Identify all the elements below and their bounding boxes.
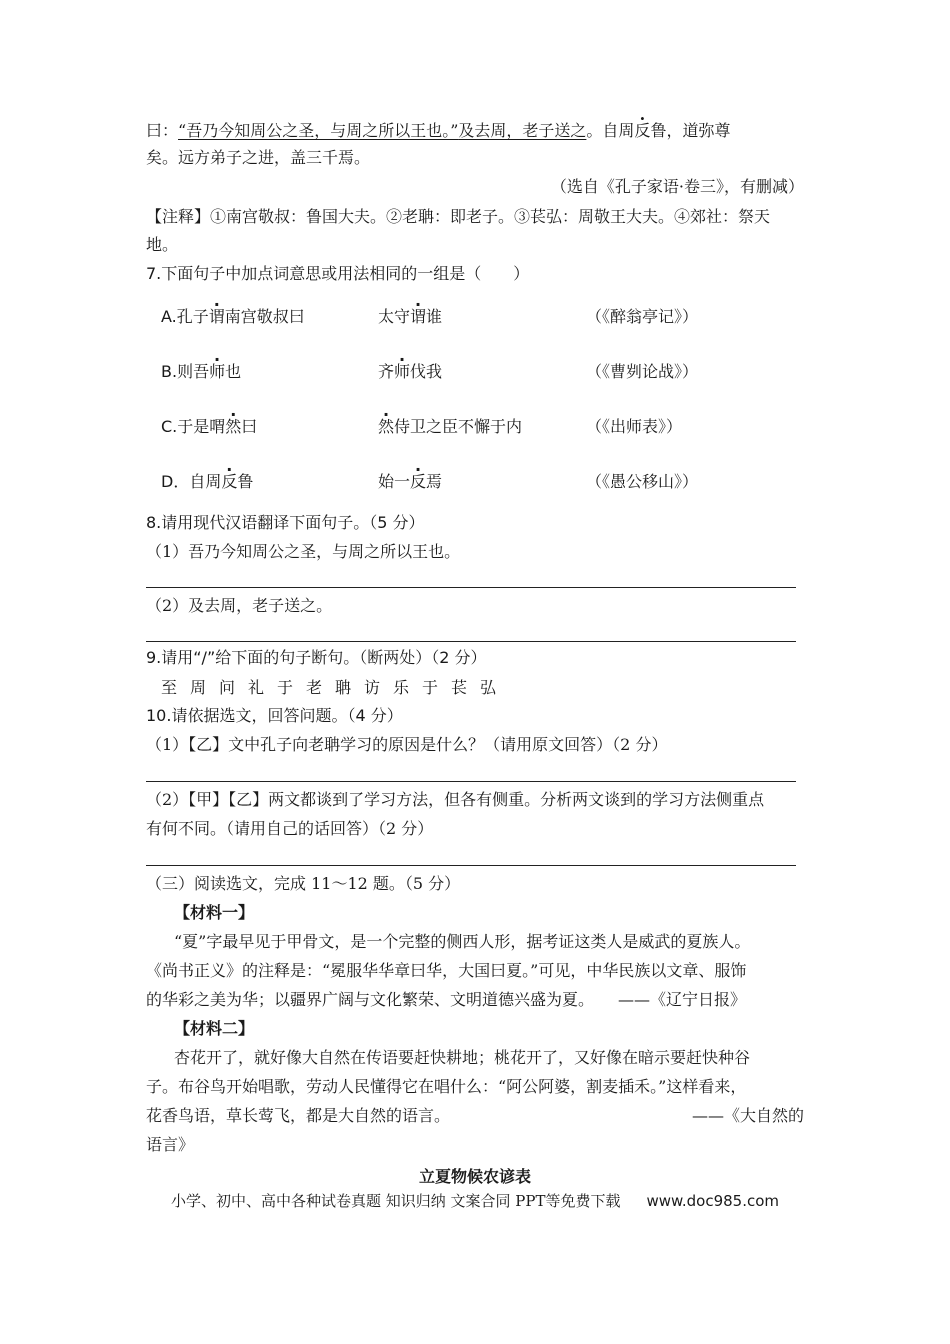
answer-line <box>146 865 796 866</box>
page-footer <box>0 1191 950 1211</box>
q7-option-a-source: （《醉翁亭记》） <box>586 307 699 326</box>
material-2-title: 【材料二】 <box>174 1019 255 1038</box>
footer-text: 小学、初中、高中各种试卷真题 知识归纳 文案合同 PPT等免费下载 <box>170 1192 621 1210</box>
material-1-line-1: “夏”字最早见于甲骨文，是一个完整的侧西人形，据考证这类人是威武的夏族人。 <box>174 932 751 951</box>
material-2-line-1: 杏花开了，就好像大自然在传语要赶快耕地；桃花开了，又好像在暗示要赶快种谷 <box>174 1048 751 1067</box>
material-1-title: 【材料一】 <box>174 903 255 922</box>
q7-option-c-right: 然侍卫之臣不懈于内 <box>378 417 523 436</box>
passage-source: （选自《孔子家语·卷三》，有删减） <box>550 177 804 196</box>
q7-option-b-right: 齐师伐我 <box>378 362 443 381</box>
passage-line-1: 曰：“吾乃今知周公之圣，与周之所以王也。”及去周，老子送之。自周反鲁，道弥尊 <box>146 121 731 140</box>
q10-sub-2-line-1: （2）【甲】【乙】两文都谈到了学习方法，但各有侧重。分析两文谈到的学习方法侧重点 <box>146 790 765 809</box>
q8-stem: 8.请用现代汉语翻译下面句子。（5 分） <box>146 513 425 532</box>
material-2-line-3: 花香鸟语，草长莺飞，都是大自然的语言。 <box>146 1106 451 1125</box>
q7-stem: 7.下面句子中加点词意思或用法相同的一组是（ ） <box>146 264 530 283</box>
q7-option-c-source: （《出师表》） <box>586 417 683 436</box>
q10-sub-2-line-2: 有何不同。（请用自己的话回答）（2 分） <box>146 819 434 838</box>
q8-sentence-2: （2）及去周，老子送之。 <box>146 596 333 615</box>
answer-line <box>146 587 796 588</box>
material-1-line-2: 《尚书正义》的注释是：“冕服华华章曰华，大国曰夏。”可见，中华民族以文章、服饰 <box>146 961 747 980</box>
annotation-line-2: 地。 <box>146 235 179 254</box>
annotation-line-1: 【注释】①南宫敬叔：鲁国大夫。②老聃：即老子。③苌弘：周敬王大夫。④郊社：祭天 <box>146 207 771 226</box>
q7-option-d-right: 始一反焉 <box>378 472 443 491</box>
answer-line <box>146 781 796 782</box>
q7-option-b-source: （《曹刿论战》） <box>586 362 699 381</box>
q7-option-b-left: B.则吾师也 <box>161 362 242 381</box>
q9-stem: 9.请用“/”给下面的句子断句。（断两处）（2 分） <box>146 648 487 667</box>
q7-option-d-left: D．自周反鲁 <box>161 472 254 491</box>
q9-text: 至周问礼于老聃访乐于苌弘 <box>161 678 510 697</box>
passage-line-2: 矣。远方弟子之进，盖三千焉。 <box>146 148 371 167</box>
q7-option-a-right: 太守谓谁 <box>378 307 443 326</box>
q10-sub-1: （1）【乙】文中孔子向老聃学习的原因是什么？（请用原文回答）（2 分） <box>146 735 668 754</box>
q10-stem: 10.请依据选文，回答问题。（4 分） <box>146 706 403 725</box>
q7-option-d-source: （《愚公移山》） <box>586 472 699 491</box>
table-title: 立夏物候农谚表 <box>418 1167 531 1186</box>
material-1-line-3: 的华彩之美为华；以疆界广阔与文化繁荣、文明道德兴盛为夏。 ——《辽宁日报》 <box>146 990 747 1009</box>
answer-line <box>146 641 796 642</box>
material-2-line-2: 子。布谷鸟开始唱歌，劳动人民懂得它在唱什么：“阿公阿婆，割麦插禾。”这样看来， <box>146 1077 747 1096</box>
material-2-source: ——《大自然的 <box>691 1106 804 1125</box>
material-2-line-4: 语言》 <box>146 1135 195 1154</box>
q8-sentence-1: （1）吾乃今知周公之圣，与周之所以王也。 <box>146 542 461 561</box>
q7-option-c-left: C.于是喟然曰 <box>161 417 258 436</box>
q7-option-a-left: A.孔子谓南宫敬叔曰 <box>161 307 305 326</box>
footer-link[interactable]: www.doc985.com <box>646 1192 780 1210</box>
part3-heading: （三）阅读选文，完成 11～12 题。（5 分） <box>146 874 461 893</box>
